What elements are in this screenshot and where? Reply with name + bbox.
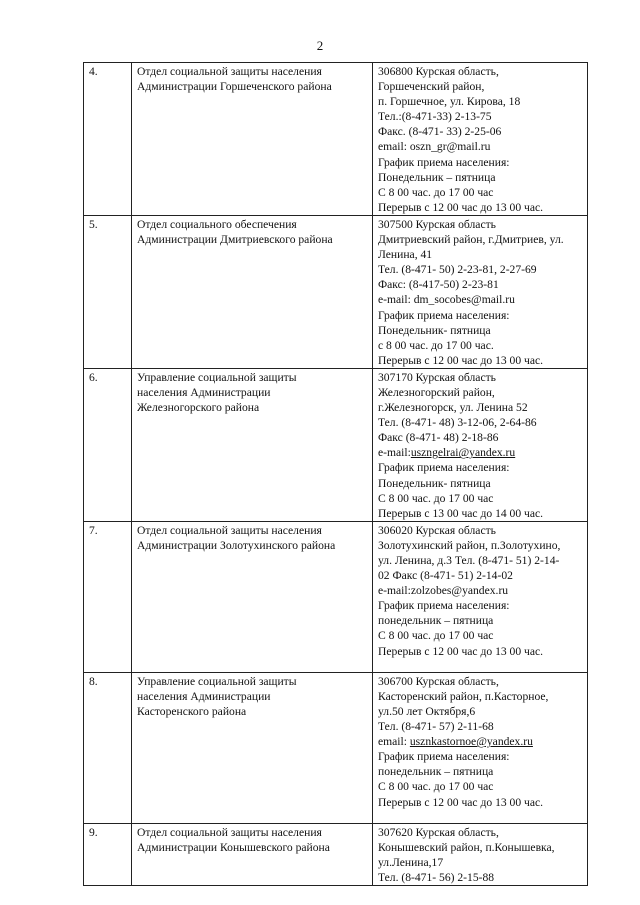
table-row <box>84 368 588 521</box>
row-number: 7. <box>84 521 132 672</box>
row-number: 6. <box>84 368 132 521</box>
row-number: 4. <box>84 63 132 216</box>
department-contacts: 307500 Курская область Дмитриевский район, г.Дмитриев, ул. Ленина, 41 Тел. (8-471- 50) 2-23-81, 2-27-69 Факс: (8-417-50) 2-23-81 e-mail: dm_socobes@mail.ru График приема населения: Понедельник- пятница с 8 00 час. до 17 00 час. Перерыв с 12 00 час до 13 00 час. <box>373 215 588 368</box>
department-name: Управление социальной защиты населения Администрации Железногорского района <box>132 368 373 521</box>
table-row <box>84 672 588 823</box>
department-contacts: 307620 Курская область, Конышевский район, п.Конышевка, ул.Ленина,17 Тел. (8-471- 56) 2-15-88 <box>373 823 588 885</box>
department-contacts: 306700 Курская область, Касторенский район, п.Касторное, ул.50 лет Октября,6 Тел. (8-471- 57) 2-11-68 email: usznkastornoe@yandex.ru График приема населения: понедельник – пятница С 8 00 час. до 17 00 час Перерыв с 12 00 час до 13 00 час. <box>373 672 588 823</box>
page-number: 2 <box>316 38 324 53</box>
table-row <box>84 823 588 885</box>
department-name: Отдел социальной защиты населения Администрации Золотухинского района <box>132 521 373 672</box>
contacts-table <box>83 62 588 886</box>
row-number: 8. <box>84 672 132 823</box>
email-line: email: usznkastornoe@yandex.ru <box>378 735 533 749</box>
department-contacts: 307170 Курская область Железногорский район, г.Железногорск, ул. Ленина 52 Тел. (8-471- 48) 3-12-06, 2-64-86 Факс (8-471- 48) 2-18-86 e-mail:uszngelrai@yandex.ru График приема населения: Понедельник- пятница С 8 00 час. до 17 00 час Перерыв с 13 00 час до 14 00 час. <box>373 368 588 521</box>
email-line: e-mail:uszngelrai@yandex.ru <box>378 446 516 460</box>
department-name: Отдел социальной защиты населения Администрации Конышевского района <box>132 823 373 885</box>
row-number: 9. <box>84 823 132 885</box>
department-name: Управление социальной защиты населения Администрации Касторенского района <box>132 672 373 823</box>
department-contacts: 306800 Курская область, Горшеченский район, п. Горшечное, ул. Кирова, 18 Тел.:(8-471-33) 2-13-75 Факс. (8-471- 33) 2-25-06 email: oszn_gr@mail.ru График приема населения: Понедельник – пятница С 8 00 час. до 17 00 час Перерыв с 12 00 час до 13 00 час. <box>373 63 588 216</box>
department-name: Отдел социального обеспечения Администрации Дмитриевского района <box>132 215 373 368</box>
department-name: Отдел социальной защиты населения Администрации Горшеченского района <box>132 63 373 216</box>
email-link[interactable]: uszngelrai@yandex.ru <box>410 446 516 460</box>
department-contacts: 306020 Курская область Золотухинский район, п.Золотухино, ул. Ленина, д.3 Тел. (8-471- 51) 2-14- 02 Факс (8-471- 51) 2-14-02 e-mail:zolzobes@yandex.ru График приема населения: понедельник – пятница С 8 00 час. до 17 00 час Перерыв с 12 00 час до 13 00 час. <box>373 521 588 672</box>
row-number: 5. <box>84 215 132 368</box>
table-row <box>84 215 588 368</box>
email-link[interactable]: usznkastornoe@yandex.ru <box>409 735 533 749</box>
table-row <box>84 63 588 216</box>
table-row <box>84 521 588 672</box>
